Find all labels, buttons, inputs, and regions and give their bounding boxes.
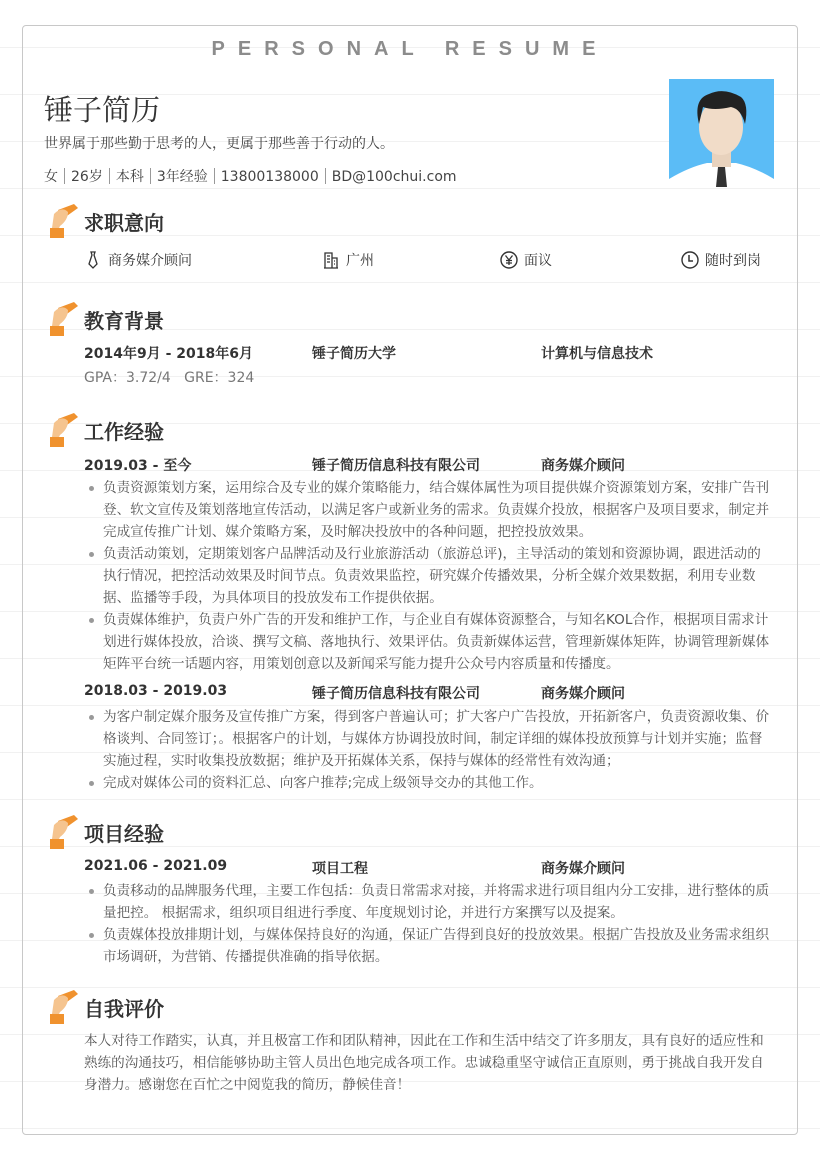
intent-salary: [500, 250, 552, 270]
intent-availability-label: 随时到岗: [705, 253, 761, 269]
email: BD@100chui.com: [331, 169, 457, 185]
degree: 本科: [115, 169, 144, 185]
intent-availability: [681, 250, 761, 270]
work-bullet: 负责媒体维护，负责户外广告的开发和维护工作，与企业自有媒体资源整合，与知名KOL合作，根据项目需求计划进行媒体投放，洽谈、撰写文稿、落地执行、效果评估。负责新媒体运营，管理新媒体矩阵，协调管理新媒体矩阵平台统一话题内容，用策划创意以及新闻采写能力提升公众号内容质量和传播度。: [84, 609, 774, 675]
work-role: 商务媒介顾问: [541, 458, 625, 474]
work-company: 锤子简历信息科技有限公司: [312, 686, 480, 702]
project-bullet: 负责移动的品牌服务代理，主要工作包括：负责日常需求对接，并将需求进行项目组内分工安排，进行整体的质量把控。 根据需求，组织项目组进行季度、年度规划讨论，并进行方案撰写以及提案。: [84, 880, 774, 924]
work-bullet: 完成对媒体公司的资料汇总、向客户推荐;完成上级领导交办的其他工作。: [84, 772, 774, 794]
basic-info: [44, 166, 457, 186]
education-date: 2014年9月 - 2018年6月: [84, 346, 253, 362]
project-role: 商务媒介顾问: [541, 861, 625, 877]
building-icon: [322, 251, 340, 269]
section-title-work: 工作经验: [84, 420, 164, 444]
self-evaluation-text: 本人对待工作踏实，认真，并且极富工作和团队精神，因此在工作和生活中结交了许多朋友，具有良好的适应性和熟练的沟通技巧，相信能够协助主管人员出色地完成各项工作。忠诚稳重坚守诚信正直原则，勇于挑战自我开发自身潜力。感谢您在百忙之中阅览我的简历，静候佳音！: [84, 1033, 764, 1093]
section-hand-pen-icon: [48, 990, 80, 1026]
avatar-photo: [669, 79, 774, 187]
intent-salary-label: 面议: [524, 253, 552, 269]
education-scores: GPA：3.72/4 GRE：324: [84, 370, 255, 386]
intent-position: [84, 250, 192, 270]
project-bullets: [84, 880, 774, 968]
section-hand-pen-icon: [48, 815, 80, 851]
section-hand-pen-icon: [48, 413, 80, 449]
gender: 女: [44, 169, 58, 185]
section-title-education: 教育背景: [84, 309, 164, 333]
resume-title: PERSONAL RESUME: [211, 38, 609, 60]
work-bullet: 为客户制定媒介服务及宣传推广方案，得到客户普遍认可；扩大客户广告投放，开拓新客户，负责资源收集、价格谈判、合同签订；。根据客户的计划，与媒体方协调投放时间，制定详细的媒体投放预算与计划并实施；监督实施过程，实时收集投放数据；维护及开拓媒体关系，保持与媒体的经常性有效沟通；: [84, 706, 774, 772]
work-company: 锤子简历信息科技有限公司: [312, 458, 480, 474]
education-school: 锤子简历大学: [312, 346, 396, 362]
intent-position-label: 商务媒介顾问: [108, 253, 192, 269]
phone: 13800138000: [220, 169, 319, 185]
tie-icon: [84, 251, 102, 269]
work-date: 2019.03 - 至今: [84, 458, 192, 474]
intent-city: [322, 250, 374, 270]
section-hand-pen-icon: [48, 204, 80, 240]
project-date: 2021.06 - 2021.09: [84, 858, 228, 874]
yen-icon: [500, 251, 518, 269]
education-major: 计算机与信息技术: [541, 346, 653, 362]
motto: 世界属于那些勤于思考的人，更属于那些善于行动的人。: [44, 136, 394, 152]
candidate-name: 锤子简历: [44, 93, 161, 127]
section-title-self: 自我评价: [84, 997, 164, 1021]
age: 26岁: [71, 169, 103, 185]
intent-city-label: 广州: [346, 253, 374, 269]
work-bullet: 负责资源策划方案，运用综合及专业的媒介策略能力，结合媒体属性为项目提供媒介资源策划方案，安排广告刊登、软文宣传及策划落地宣传活动，以满足客户或新业务的需求。负责媒介投放，根据客户及项目要求，制定并完成宣传推广计划、媒介策略方案，及时解决投放中的各种问题，把控投放效果。: [84, 477, 774, 543]
work-bullet: 负责活动策划，定期策划客户品牌活动及行业旅游活动（旅游总评)，主导活动的策划和资源协调，跟进活动的执行情况，把控活动效果及时间节点。负责效果监控，研究媒介传播效果，分析全媒介效果数据，利用专业数据、监播等手段，为具体项目的投放发布工作提供依据。: [84, 543, 774, 609]
experience: 3年经验: [156, 169, 208, 185]
work-role: 商务媒介顾问: [541, 686, 625, 702]
section-hand-pen-icon: [48, 302, 80, 338]
work-bullets: [84, 477, 774, 675]
project-bullet: 负责媒体投放排期计划，与媒体保持良好的沟通，保证广告得到良好的投放效果。根据广告投放及业务需求组织市场调研，为营销、传播提供准确的指导依据。: [84, 924, 774, 968]
section-title-intent: 求职意向: [84, 211, 164, 235]
section-title-project: 项目经验: [84, 822, 164, 846]
work-bullets: [84, 706, 774, 794]
work-date: 2018.03 - 2019.03: [84, 683, 228, 699]
project-name: 项目工程: [312, 861, 368, 877]
clock-icon: [681, 251, 699, 269]
